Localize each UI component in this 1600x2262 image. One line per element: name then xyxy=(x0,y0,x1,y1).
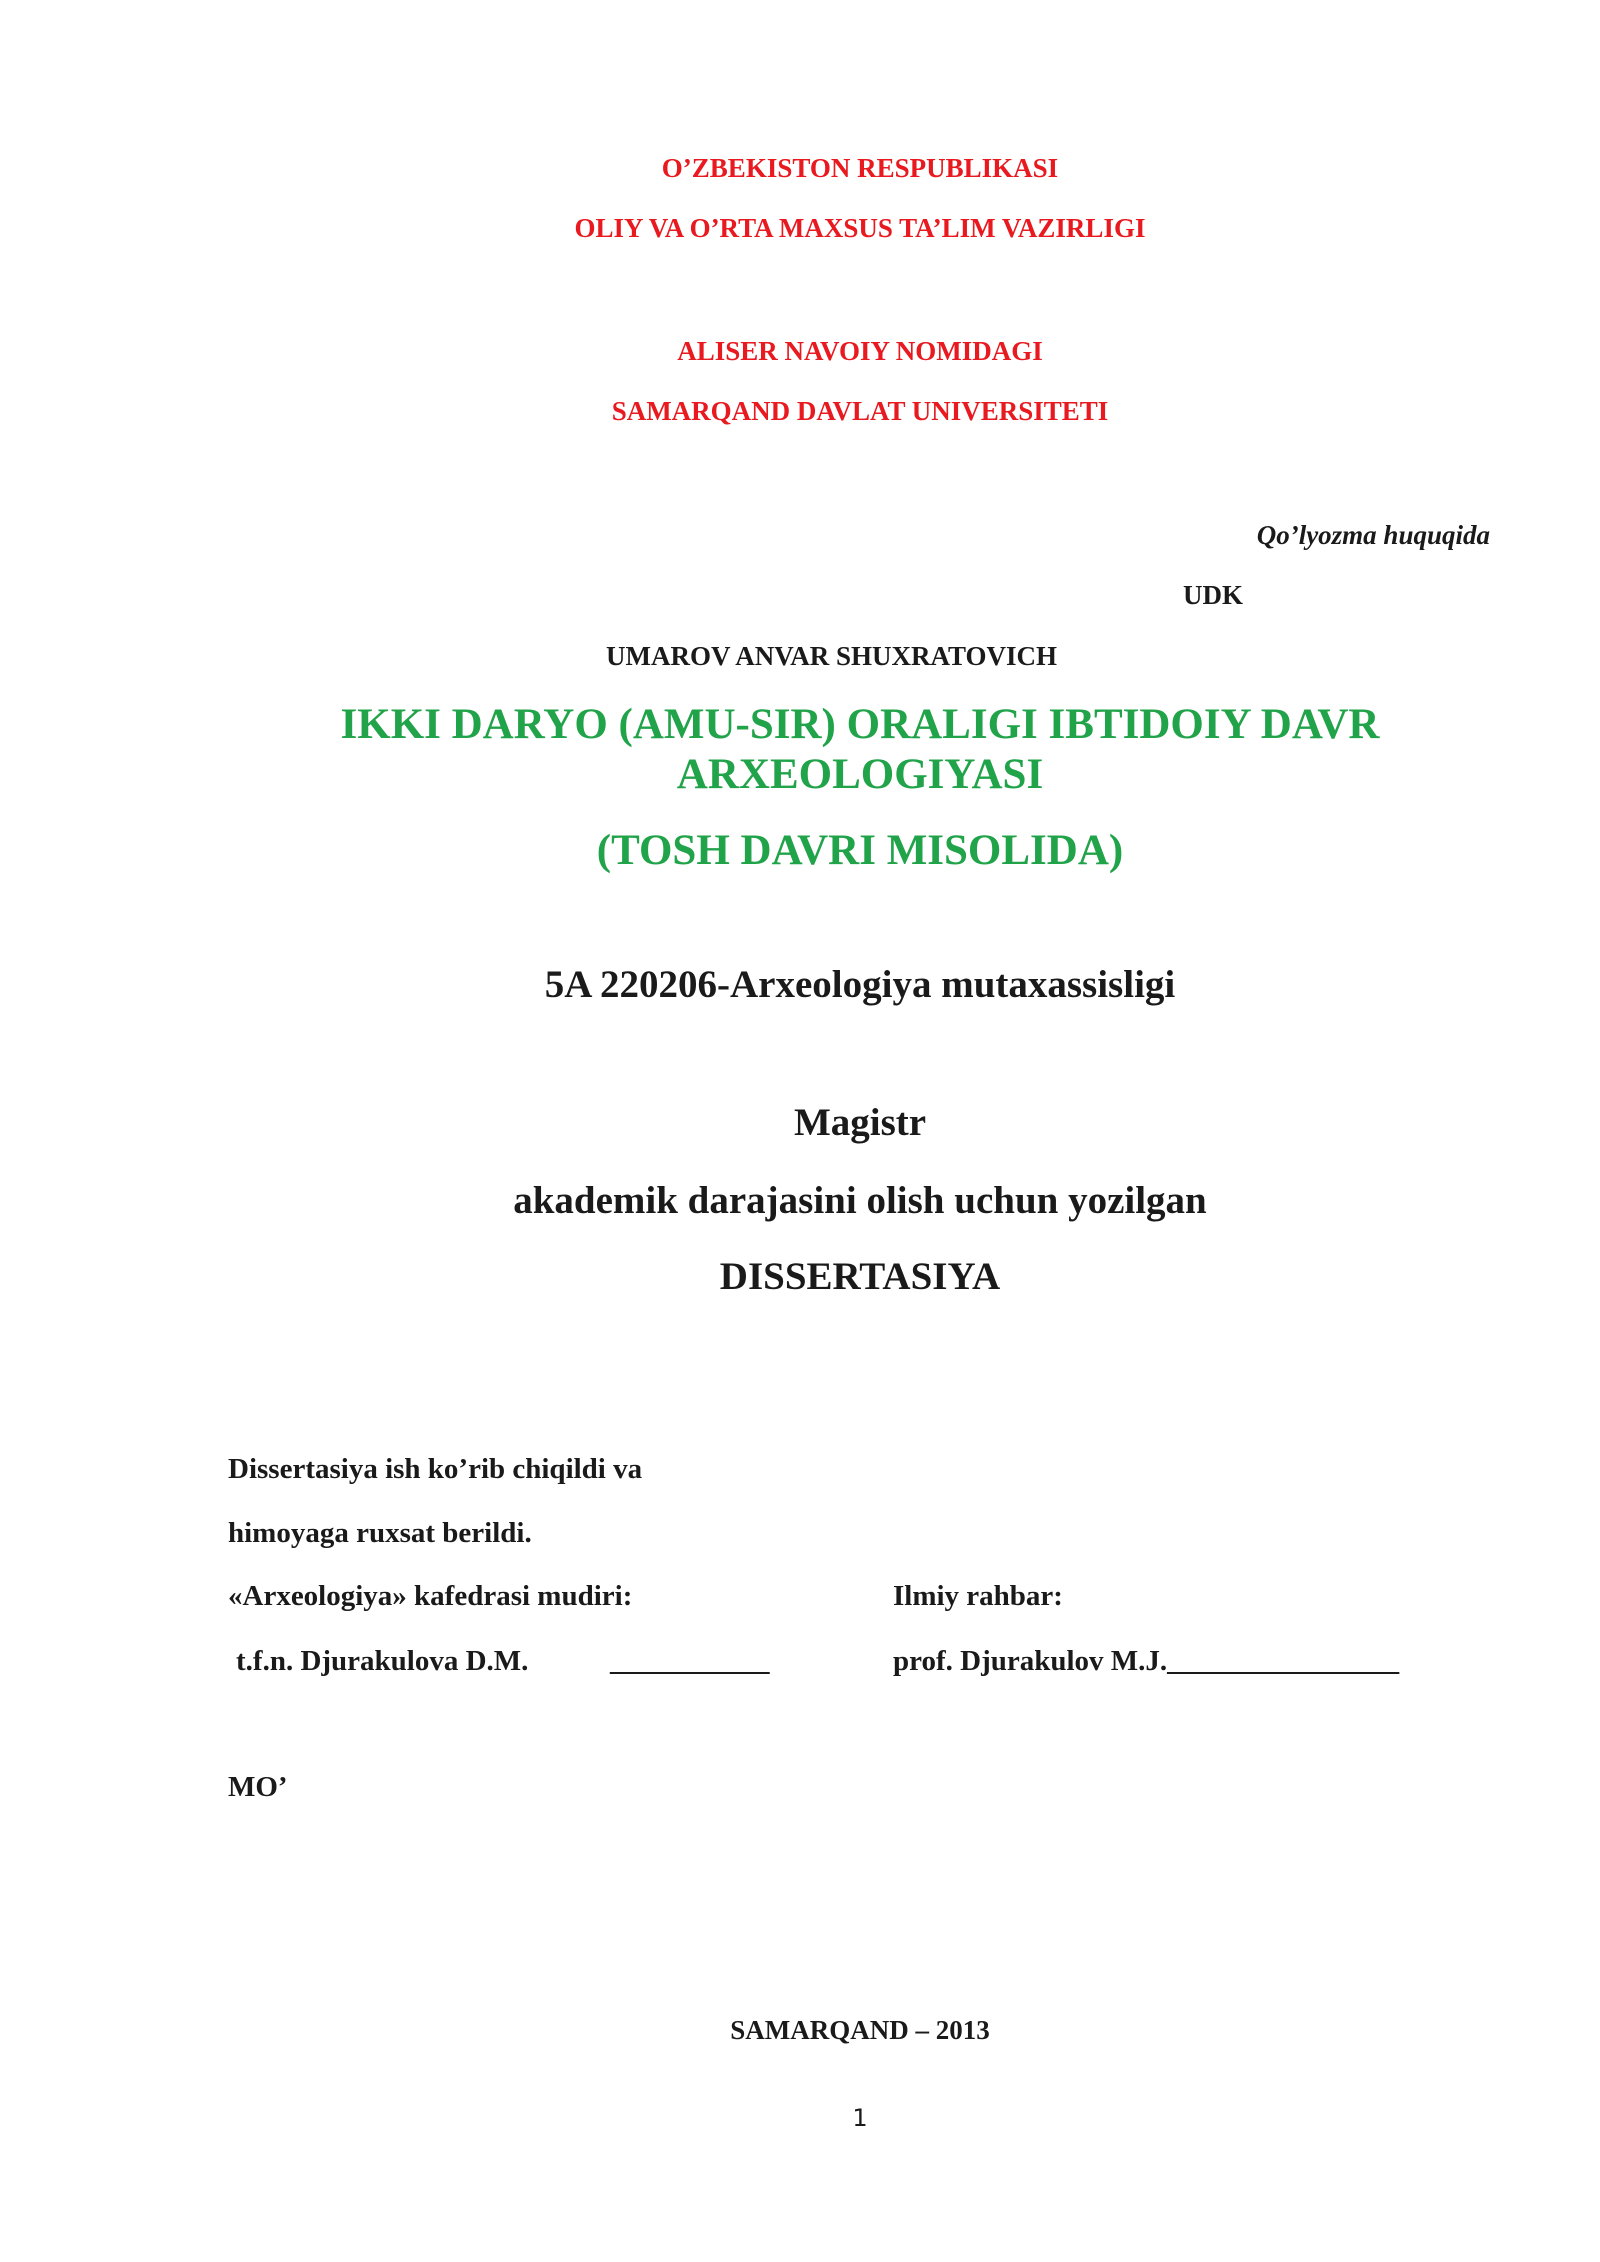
supervisor-name: prof. Djurakulov M.J.________________ xyxy=(893,1645,1400,1677)
degree-line-2: akademik darajasini olish uchun yozilgan xyxy=(513,1179,1207,1222)
department-head-name: t.f.n. Djurakulova D.M. xyxy=(236,1645,529,1677)
department-head-signature-line: ___________ xyxy=(610,1645,770,1677)
manuscript-note: Qo’lyozma huquqida xyxy=(1256,520,1490,550)
university-line-1: ALISER NAVOIY NOMIDAGI xyxy=(677,336,1043,366)
supervisor-label: Ilmiy rahbar: xyxy=(893,1580,1063,1612)
specialty: 5A 220206-Arxeologiya mutaxassisligi xyxy=(544,963,1176,1006)
title-line-2: ARXEOLOGIYASI xyxy=(676,751,1044,798)
ministry-line-1: O’ZBEKISTON RESPUBLIKASI xyxy=(661,153,1059,183)
approval-line-2: himoyaga ruxsat berildi. xyxy=(228,1517,532,1549)
degree-line-3: DISSERTASIYA xyxy=(719,1255,1001,1298)
mo-label: MO’ xyxy=(228,1771,288,1803)
ministry-line-2: OLIY VA O’RTA MAXSUS TA’LIM VAZIRLIGI xyxy=(574,213,1146,243)
page-number: 1 xyxy=(852,2104,868,2132)
author-name: UMAROV ANVAR SHUXRATOVICH xyxy=(606,641,1058,671)
udk-label: UDK xyxy=(1183,580,1243,610)
title-line-3: (TOSH DAVRI MISOLIDA) xyxy=(596,827,1124,874)
title-line-1: IKKI DARYO (AMU-SIR) ORALIGI IBTIDOIY DAVR xyxy=(340,701,1380,748)
approval-line-1: Dissertasiya ish ko’rib chiqildi va xyxy=(228,1453,643,1485)
university-line-2: SAMARQAND DAVLAT UNIVERSITETI xyxy=(611,396,1109,426)
city-year: SAMARQAND – 2013 xyxy=(730,2015,990,2045)
approval-line-3: «Arxeologiya» kafedrasi mudiri: xyxy=(228,1580,633,1612)
degree-line-1: Magistr xyxy=(793,1101,927,1144)
